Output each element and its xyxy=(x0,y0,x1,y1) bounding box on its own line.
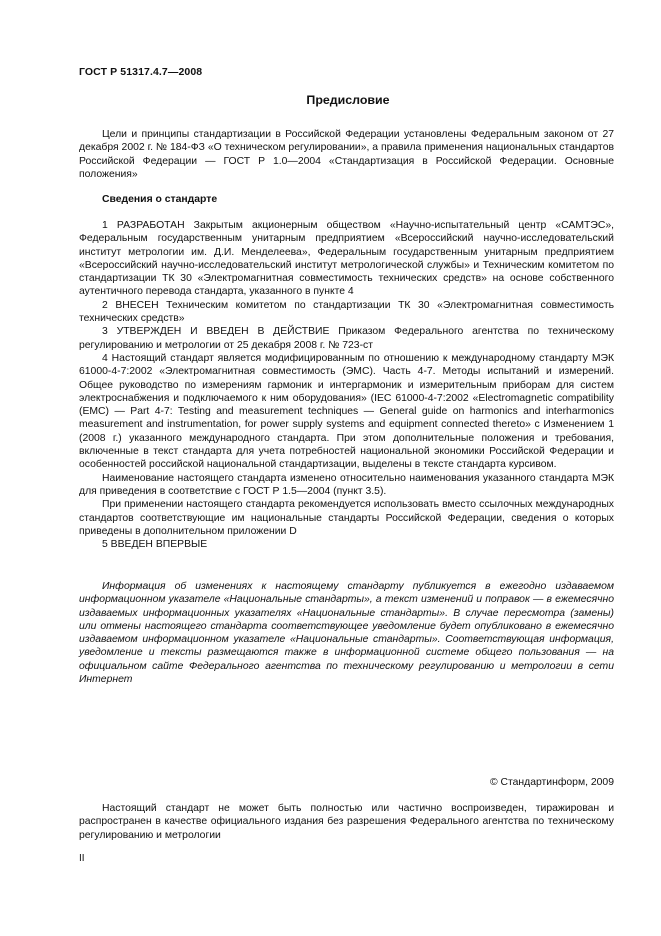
reproduction-notice-section xyxy=(79,802,614,842)
info-item-4-reference-note: При применении настоящего стандарта рекомендуется использовать вместо ссылочных международных стандартов соответствующие им национальные стандарты Российской Федерации, сведения о которых приведены в дополнительном приложении D xyxy=(79,499,614,537)
info-item-5: 5 ВВЕДЕН ВПЕРВЫЕ xyxy=(102,539,208,551)
info-item-2: 2 ВНЕСЕН Техническим комитетом по стандартизации ТК 30 «Электромагнитная совместимость технических средств» xyxy=(79,299,614,325)
section-heading: Сведения о стандарте xyxy=(102,194,218,205)
standard-code-header: ГОСТ Р 51317.4.7—2008 xyxy=(79,66,203,78)
info-item-1: 1 РАЗРАБОТАН Закрытым акционерным обществом «Научно-испытательный центр «САМТЭС», Федеральным государственным унитарным предприятием «Всероссийский научно-исследовательский институт метрологии им. Д.И. Менделеева», Федеральным государственным унитарным предприятием «Всероссийский научно-исследовательский институт метрологической службы» и Техническим комитетом по стандартизации ТК 30 «Электромагнитная совместимость технических средств» на основе собственного аутентичного перевода стандарта, указанного в пункте 4 xyxy=(79,220,614,298)
copyright-line: © Стандартинформ, 2009 xyxy=(489,777,614,788)
info-item-4-title-note: Наименование настоящего стандарта изменено относительно наименования указанного стандарта МЭК для приведения в соответствие с ГОСТ Р 1.5—2004 (пункт 3.5). xyxy=(79,472,614,497)
amendments-info-section xyxy=(79,580,614,686)
info-item-3: 3 УТВЕРЖДЕН И ВВЕДЕН В ДЕЙСТВИЕ Приказом Федерального агентства по техническому регулированию и метрологии от 25 декабря 2008 г. № 723-ст xyxy=(79,326,614,351)
page-number: II xyxy=(79,853,85,864)
intro-section xyxy=(79,128,614,181)
page-title: Предисловие xyxy=(306,93,390,107)
reproduction-notice: Настоящий стандарт не может быть полностью или частично воспроизведен, тиражирован и распространен в качестве официального издания без разрешения Федерального агентства по техническому регулированию и метрологии xyxy=(79,803,614,841)
info-item-4: 4 Настоящий стандарт является модифицированным по отношению к международному стандарту МЭК 61000-4-7:2002 «Электромагнитная совместимость (ЭМС). Часть 4-7. Методы испытаний и измерений. Общее руководство по измерениям гармоник и интергармоник и измерительным приборам для систем электроснабжения и подключаемого к ним оборудования» (IEC 61000-4-7:2002 «Electromagnetic compatibility (EMC) — Part 4-7: Testing and measurement techniques — General guide on harmonics and interharmonics measurement and instrumentation, for power supply systems and equipment connected thereto» с Изменением 1 (2008 г.) указанного международного стандарта. При этом дополнительные положения и требования, включенные в текст стандарта для учета потребностей национальной экономики Российской Федерации и особенностей российской национальной стандартизации, выделены в тексте стандарта курсивом. xyxy=(79,352,614,471)
standard-info-list xyxy=(79,219,614,551)
intro-paragraph: Цели и принципы стандартизации в Российской Федерации установлены Федеральным законом от 27 декабря 2002 г. № 184-ФЗ «О техническом регулировании», а правила применения национальных стандартов Российской Федерации — ГОСТ Р 1.0—2004 «Стандартизация в Российской Федерации. Основные положения» xyxy=(79,129,614,180)
amendments-info-paragraph: Информация об изменениях к настоящему стандарту публикуется в ежегодно издаваемом информационном указателе «Национальные стандарты», а текст изменений и поправок — в ежемесячно издаваемых информационных указателях «Национальные стандарты». В случае пересмотра (замены) или отмены настоящего стандарта соответствующее уведомление будет опубликовано в ежемесячно издаваемом информационном указателе «Национальные стандарты». Соответствующая информация, уведомление и тексты размещаются также в информационной системе общего пользования — на официальном сайте Федерального агентства по техническому регулированию и метрологии в сети Интернет xyxy=(79,581,614,686)
